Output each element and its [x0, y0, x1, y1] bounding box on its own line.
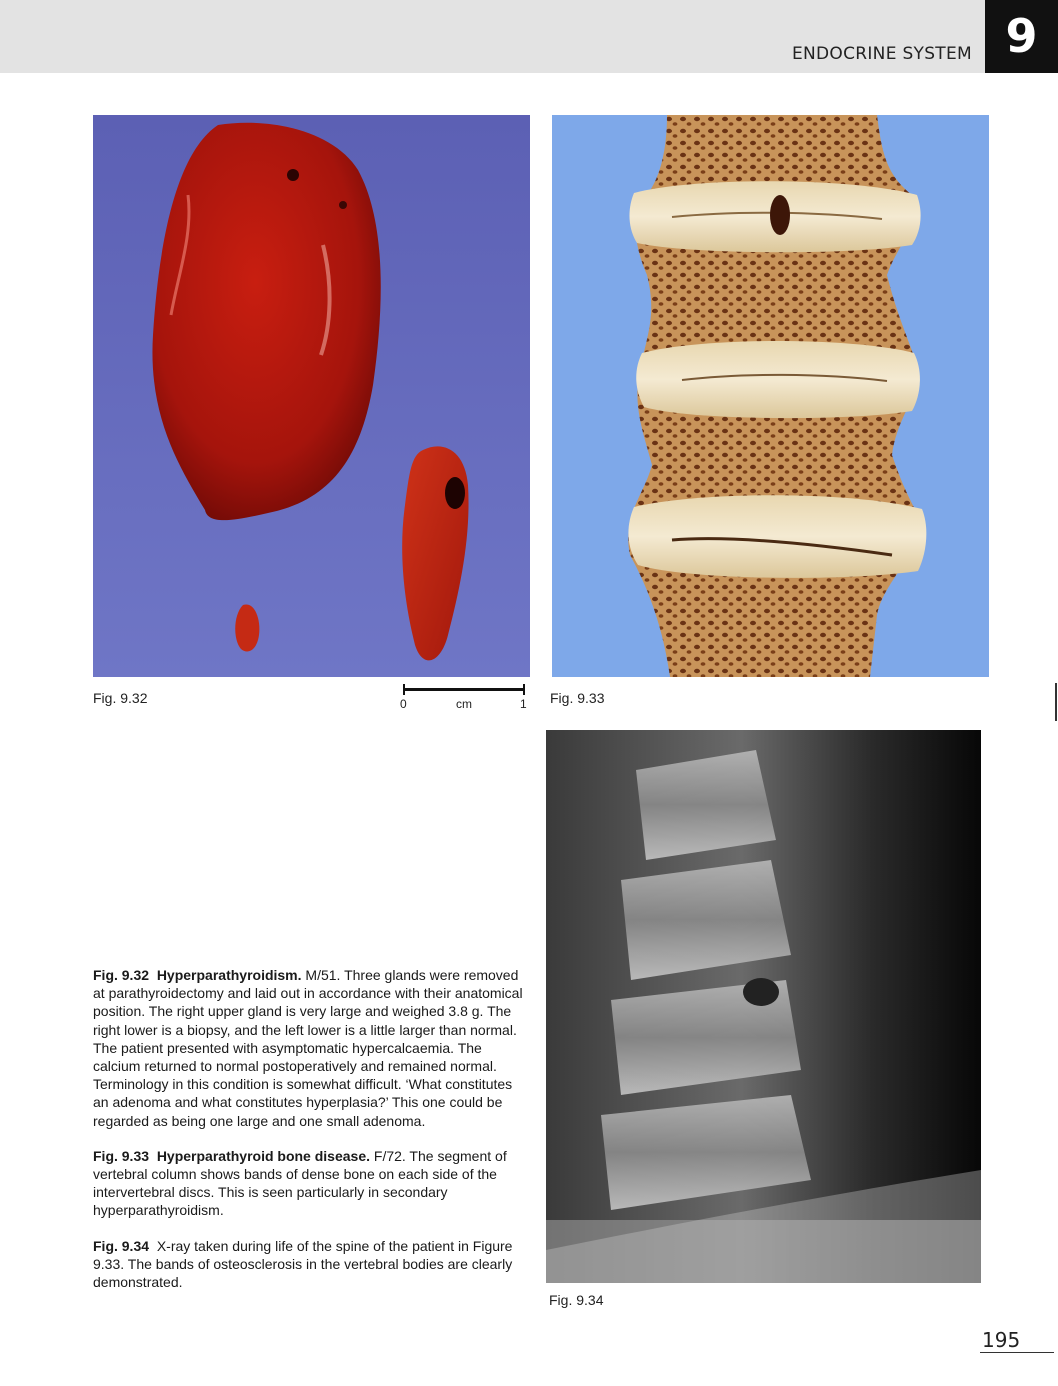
caption-fig-9-32 [93, 966, 525, 1130]
scale-bar-unit-label: cm [456, 697, 472, 711]
figure-captions [93, 966, 525, 1308]
large-gland-shape [152, 123, 380, 520]
scale-bar-start-label: 0 [400, 697, 407, 711]
scale-bar [400, 684, 527, 714]
figure-9-32-label: Fig. 9.32 [93, 690, 148, 706]
caption-text: F/72. The segment of vertebral column shows bands of dense bone on each side of the intervertebral discs. This is seen particularly in secondary hyperparathyroidism. [93, 1147, 507, 1219]
chapter-title: ENDOCRINE SYSTEM [791, 44, 972, 64]
scale-bar-end-label: 1 [520, 697, 527, 711]
caption-fig-9-34 [93, 1237, 525, 1292]
page-number-rule [980, 1352, 1054, 1353]
scale-bar-tick-end [523, 684, 525, 695]
chapter-number-tab: 9 [985, 0, 1058, 73]
scale-bar-tick-start [403, 684, 405, 695]
page-number: 195 [982, 1328, 1021, 1352]
caption-number: Fig. 9.32 [93, 967, 150, 983]
figure-9-34-label: Fig. 9.34 [549, 1292, 604, 1308]
scale-bar-line [403, 688, 525, 691]
figure-9-32-image [93, 115, 530, 677]
figure-9-33-label: Fig. 9.33 [550, 690, 605, 706]
caption-text: X-ray taken during life of the spine of the patient in Figure 9.33. The bands of osteosclerosis in the vertebral bodies are clearly demonstrated. [93, 1237, 513, 1291]
caption-text: M/51. Three glands were removed at parathyroidectomy and laid out in accordance with their anatomical position. The right upper gland is very large and weighed 3.8 g. The right lower is a biopsy, and the left lower is a little larger than normal. The patient presented with asymptomatic hypercalcaemia. The calcium returned to normal postoperatively and remained normal. Terminology in this condition is somewhat difficult. ‘What constitutes an adenoma and what constitutes hyperplasia?’ This one could be regarded as being one large and one small adenoma. [93, 967, 523, 1129]
caption-fig-9-33 [93, 1147, 525, 1220]
figure-9-33-image [552, 115, 989, 677]
caption-number: Fig. 9.34 [93, 1237, 150, 1254]
caption-number: Fig. 9.33 [93, 1147, 150, 1164]
caption-title: Hyperparathyroidism. [156, 967, 302, 983]
margin-mark [1055, 683, 1057, 721]
caption-title: Hyperparathyroid bone disease. [156, 1147, 370, 1164]
figure-9-34-image [546, 730, 981, 1283]
